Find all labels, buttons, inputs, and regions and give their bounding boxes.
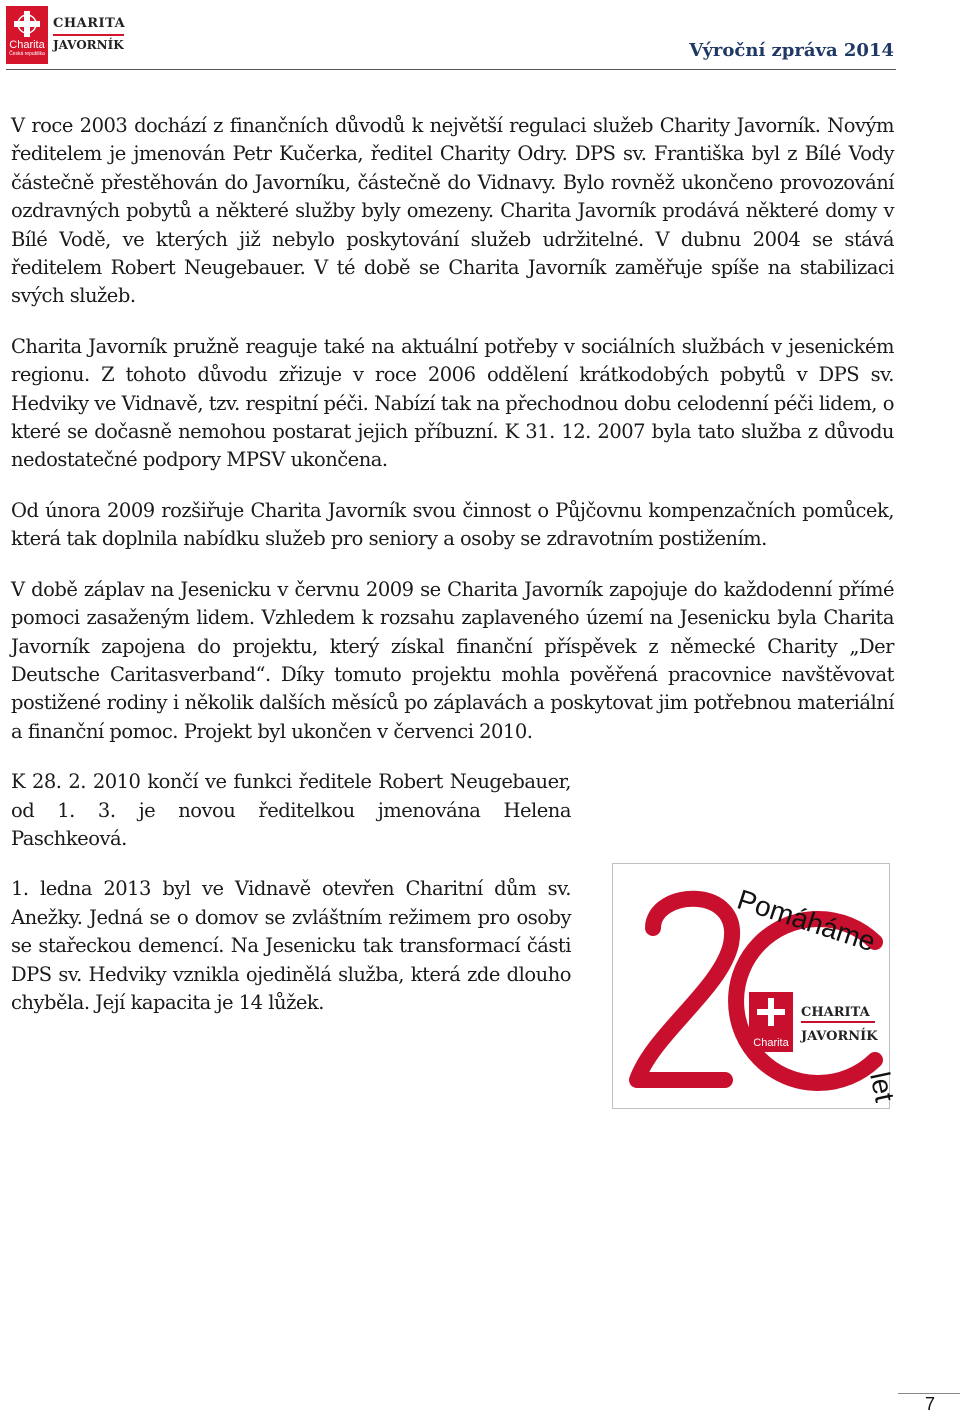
logo-badge-name: Charita [9, 39, 45, 51]
anniversary-top-text: Pomáháme [733, 883, 880, 958]
anniversary-bottom-text: let [864, 1069, 901, 1105]
paragraph: Od února 2009 rozšiřuje Charita Javorník svou činnost o Půjčovnu kompenzačních pomůcek, která tak doplnila nabídku služeb pro seniory a osoby se zdravotním postižením. [11, 498, 894, 551]
page-header [0, 0, 960, 72]
page-number: 7 [924, 1394, 935, 1414]
paragraph: V době záplav na Jesenicku v červnu 2009 se Charita Javorník zapojuje do každodenní přímé pomoci zasaženým lidem. Vzhledem k rozsahu zaplaveného území na Jesenicku byla Charita Javorník zapojena do projektu, který získal finanční příspěvek z německé Charity „Der Deutsche Caritasverband“. Díky tomuto projektu mohla pověřená pracovnice navštěvovat postižené rodiny i několik dalších měsíců po záplavách a poskytovat jim potřebnou materiální a finanční pomoc. Projekt byl ukončen v červenci 2010. [11, 577, 894, 743]
logo-line2: JAVORNÍK [53, 34, 124, 53]
anniversary-org-line1: CHARITA [801, 1005, 870, 1020]
anniversary-badge-name: Charita [753, 1037, 789, 1049]
header-divider [6, 69, 896, 70]
paragraph: K 28. 2. 2010 končí ve funkci ředitele Robert Neugebauer, od 1. 3. je novou ředitelkou jmenována Helena Paschkeová. [11, 770, 571, 850]
logo-badge-sub: Česká republika [9, 51, 45, 57]
logo-wordmark [53, 15, 125, 54]
paragraph: 1. ledna 2013 byl ve Vidnavě otevřen Charitní dům sv. Anežky. Jedná se o domov se zvláštním režimem pro osoby se stařeckou demencí. Na Jesenicku tak transformací části DPS sv. Hedviky vznikla ojedinělá služba, která zde dlouho chyběla. Její kapacita je 14 lůžek. [11, 877, 571, 1014]
logo-line1: CHARITA [53, 16, 126, 32]
paragraph: V roce 2003 dochází z finančních důvodů k největší regulaci služeb Charity Javorník. Novým ředitelem je jmenován Petr Kučerka, ředitel Charity Odry. DPS sv. Františka byl z Bílé Vody částečně přestěhován do Javorníku, částečně do Vidnavy. Bylo rovněž ukončeno provozování ozdravných pobytů a některé služby byly omezeny. Charita Javorník prodává některé domy v Bílé Vodě, ve kterých již nebylo poskytování služeb udržitelné. V dubnu 2004 se stává ředitelem Robert Neugebauer. V té době se Charita Javorník zaměřuje spíše na stabilizaci svých služeb. [11, 114, 894, 308]
charita-logo-badge [6, 6, 48, 64]
report-title: Výroční zpráva 2014 [689, 40, 894, 61]
paragraph: Charita Javorník pružně reaguje také na aktuální potřeby v sociálních službách v jesenickém regionu. Z tohoto důvodu zřizuje v roce 2006 oddělení krátkodobých pobytů v DPS sv. Hedviky ve Vidnavě, tzv. respitní péči. Nabízí tak na přechodnou dobu celodenní péči lidem, o které se dočasně nemohou postarat jejich příbuzní. K 31. 12. 2007 byla tato služba z důvodu nedostatečné podpory MPSV ukončena. [11, 334, 894, 472]
charita-logo [6, 6, 125, 64]
anniversary-logo-graphic [613, 864, 901, 1108]
anniversary-20-logo [612, 863, 901, 1109]
anniversary-org-line2: JAVORNÍK [801, 1029, 878, 1044]
charita-cross-icon [13, 10, 41, 38]
